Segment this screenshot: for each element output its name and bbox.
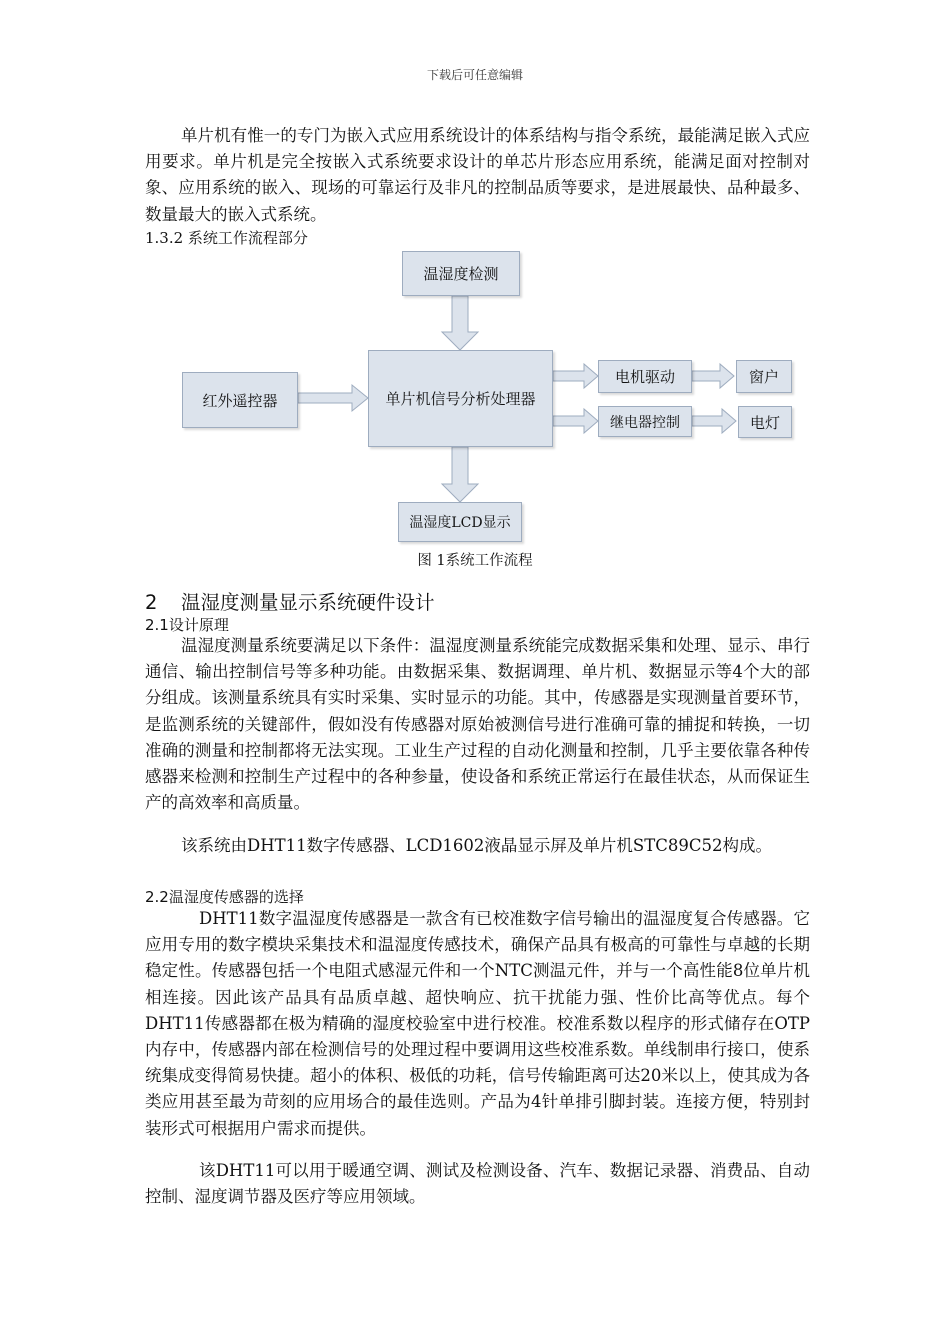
box-lamp: 电灯 bbox=[738, 406, 792, 438]
section-1-3-2-heading: 1.3.2 系统工作流程部分 bbox=[145, 229, 308, 247]
page-header: 下载后可任意编辑 bbox=[426, 68, 523, 82]
box-motor-drive: 电机驱动 bbox=[598, 360, 692, 393]
figure-caption: 图 1系统工作流程 bbox=[417, 553, 533, 569]
intro-paragraph: 单片机有惟一的专门为嵌入式应用系统设计的体系结构与指令系统，最能满足嵌入式应用要求。单片机是完全按嵌入式系统要求设计的单芯片形态应用系统，能满足面对控制对象、应用系统的嵌入、现场的可靠运行及非凡的控制品质等要求，是进展最快、品种最多、数量最大的嵌入式系统。 bbox=[145, 126, 810, 224]
arrow-remote-to-mcu bbox=[298, 385, 368, 411]
box-relay-control: 继电器控制 bbox=[598, 406, 692, 437]
arrow-sensor-to-mcu bbox=[442, 296, 478, 350]
section-2-2-heading: 2.2温湿度传感器的选择 bbox=[145, 888, 304, 906]
box-window: 窗户 bbox=[736, 360, 792, 393]
arrow-relay-to-lamp bbox=[692, 409, 736, 433]
paragraph-2-2-applications: 该DHT11可以用于暖通空调、测试及检测设备、汽车、数据记录器、消费品、自动控制、湿度调节器及医疗等应用领域。 bbox=[145, 1161, 810, 1207]
arrow-mcu-to-motor bbox=[553, 364, 598, 388]
paragraph-2-1-main: 温湿度测量系统要满足以下条件：温湿度测量系统能完成数据采集和处理、显示、串行通信、输出控制信号等多种功能。由数据采集、数据调理、单片机、数据显示等4个大的部分组成。该测量系统具有实时采集、实时显示的功能。其中，传感器是实现测量首要环节，是监测系统的关键部件，假如没有传感器对原始被测信号进行准确可靠的捕捉和转换，一切准确的测量和控制都将无法实现。工业生产过程的自动化测量和控制，几乎主要依靠各种传感器来检测和控制生产过程中的各种参量，使设备和系统正常运行在最佳状态，从而保证生产的高效率和高质量。 bbox=[145, 636, 810, 813]
box-mcu-processor: 单片机信号分析处理器 bbox=[368, 350, 553, 447]
flow-diagram bbox=[0, 0, 950, 560]
paragraph-2-1-system: 该系统由DHT11数字传感器、LCD1602液晶显示屏及单片机STC89C52构成。 bbox=[181, 836, 772, 855]
arrow-mcu-to-relay bbox=[553, 409, 598, 433]
section-2-heading bbox=[145, 587, 435, 615]
box-temp-humidity-detect: 温湿度检测 bbox=[402, 251, 520, 296]
paragraph-2-2-main: DHT11数字温湿度传感器是一款含有已校准数字信号输出的温湿度复合传感器。它应用专用的数字模块采集技术和温湿度传感技术，确保产品具有极高的可靠性与卓越的长期稳定性。传感器包括一个电阻式感湿元件和一个NTC测温元件，并与一个高性能8位单片机相连接。因此该产品具有品质卓越、超快响应、抗干扰能力强、性价比高等优点。每个DHT11传感器都在极为精确的湿度校验室中进行校准。校准系数以程序的形式储存在OTP内存中，传感器内部在检测信号的处理过程中要调用这些校准系数。单线制串行接口，使系统集成变得简易快捷。超小的体积、极低的功耗，信号传输距离可达20米以上，使其成为各类应用甚至最为苛刻的应用场合的最佳选则。产品为4针单排引脚封装。连接方便，特别封装形式可根据用户需求而提供。 bbox=[145, 909, 810, 1138]
arrow-motor-to-window bbox=[692, 364, 734, 388]
box-lcd-display: 温湿度LCD显示 bbox=[398, 502, 522, 542]
section-2-title: 温湿度测量显示系统硬件设计 bbox=[181, 591, 435, 614]
arrow-mcu-to-lcd bbox=[442, 447, 478, 502]
section-2-number: 2 bbox=[145, 591, 158, 614]
box-ir-remote: 红外遥控器 bbox=[182, 372, 298, 428]
section-2-1-heading: 2.1设计原理 bbox=[145, 616, 229, 634]
